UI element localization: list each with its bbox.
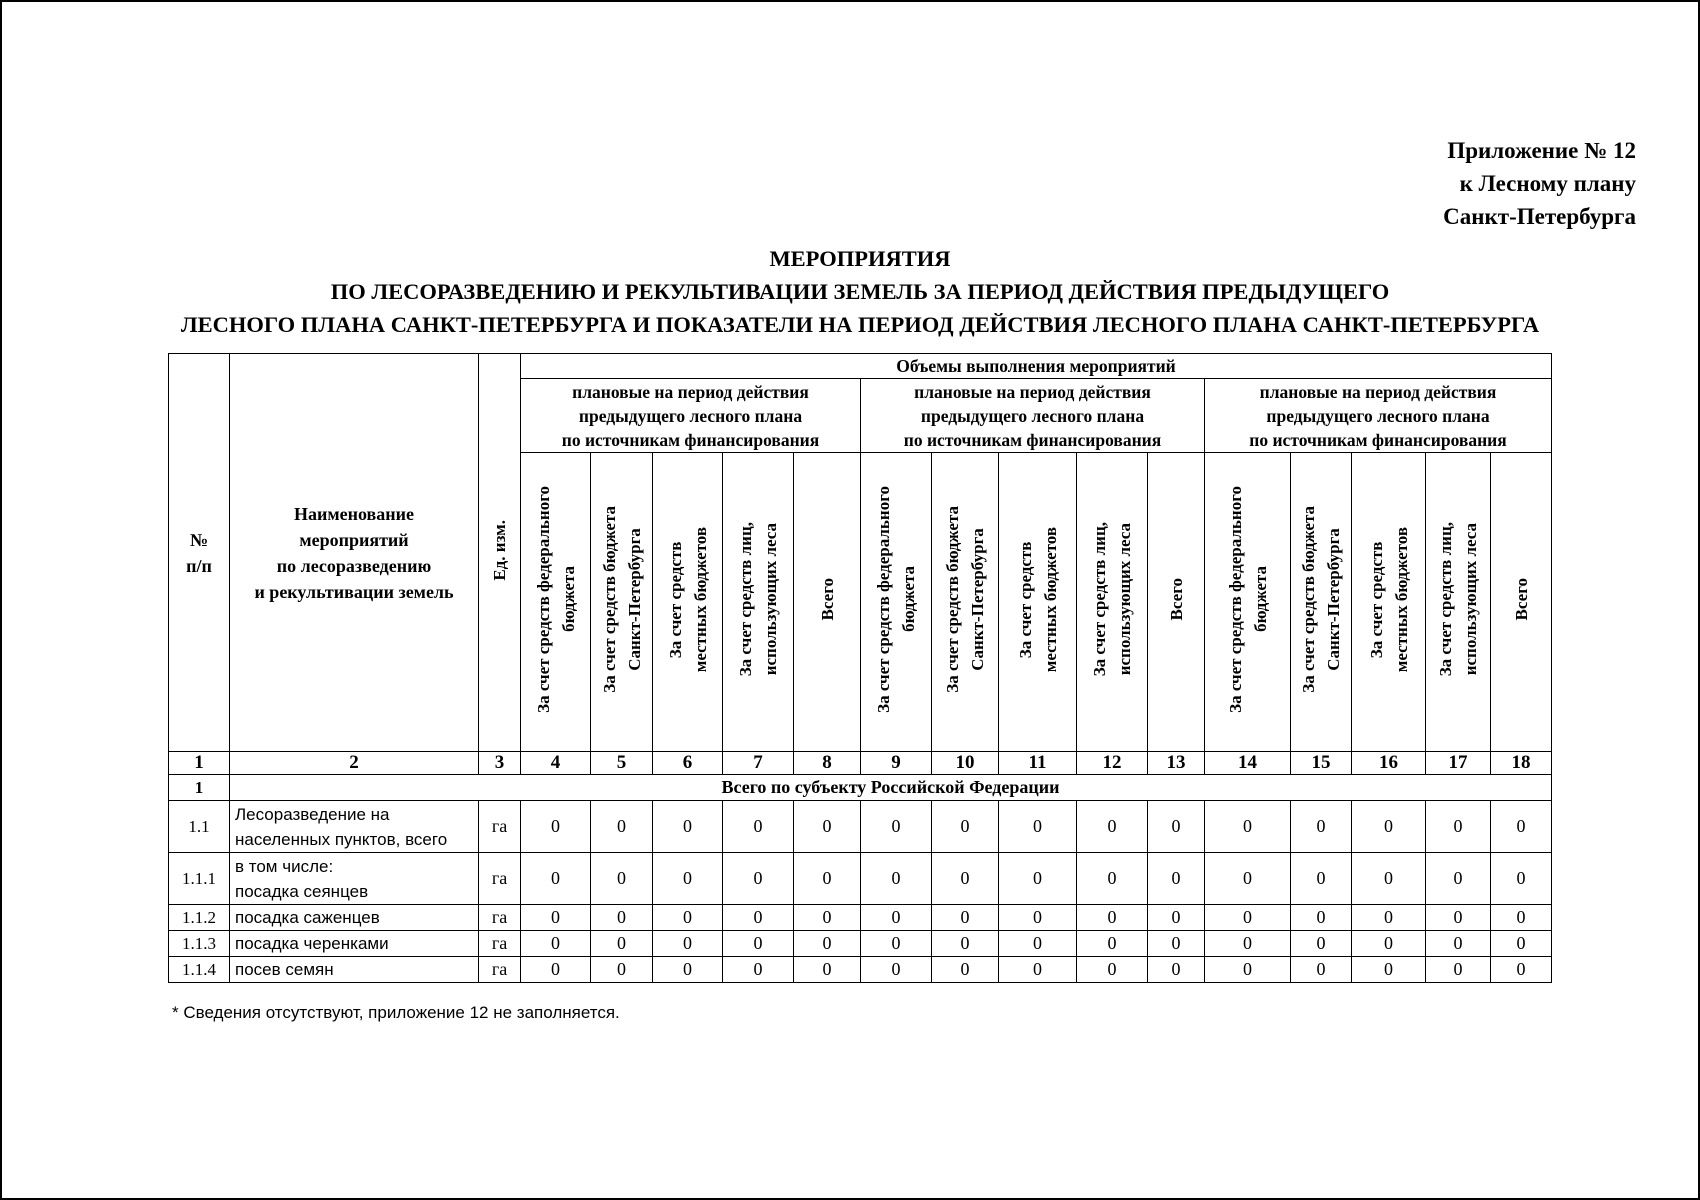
row-value: 0	[932, 853, 999, 905]
row-value: 0	[861, 957, 932, 983]
group-2-line-2: предыдущего лесного плана	[920, 405, 1145, 426]
row-value: 0	[1426, 801, 1491, 853]
footnote: * Сведения отсутствуют, приложение 12 не заполняется.	[172, 1003, 620, 1022]
group-3-line-3: по источникам финансирования	[1249, 429, 1507, 450]
row-value: 0	[1148, 853, 1205, 905]
row-value: 0	[1426, 931, 1491, 957]
appendix-line-1: Приложение № 12	[1447, 138, 1636, 163]
row-value: 0	[653, 801, 723, 853]
column-number: 13	[1148, 752, 1205, 775]
table-row	[169, 853, 1552, 905]
subcol-spb-budget: За счет средств бюджета Санкт-Петербурга	[932, 453, 999, 752]
subcol-federal: За счет средств федерального бюджета	[521, 453, 591, 752]
row-value: 0	[999, 931, 1077, 957]
row-value: 0	[794, 801, 861, 853]
row-index: 1.1.1	[169, 853, 230, 905]
row-value: 0	[521, 931, 591, 957]
row-value: 0	[794, 853, 861, 905]
row-value: 0	[1426, 853, 1491, 905]
column-number: 18	[1491, 752, 1552, 775]
subcol-federal: За счет средств федерального бюджета	[1205, 453, 1291, 752]
column-number: 12	[1077, 752, 1148, 775]
row-value: 0	[653, 957, 723, 983]
column-number: 15	[1291, 752, 1352, 775]
column-number: 14	[1205, 752, 1291, 775]
row-value: 0	[653, 931, 723, 957]
row-value: 0	[794, 957, 861, 983]
appendix-line-3: Санкт-Петербурга	[1443, 204, 1636, 229]
row-value: 0	[723, 957, 794, 983]
row-unit: га	[479, 905, 521, 931]
row-value: 0	[999, 957, 1077, 983]
appendix-line-2: к Лесному плану	[1459, 171, 1636, 196]
column-number: 2	[230, 752, 479, 775]
row-unit: га	[479, 957, 521, 983]
appendix-header	[1443, 134, 1636, 233]
row-value: 0	[1148, 957, 1205, 983]
row-value: 0	[1148, 905, 1205, 931]
row-value: 0	[794, 931, 861, 957]
document-title	[40, 242, 1680, 341]
subcol-federal: За счет средств федерального бюджета	[861, 453, 932, 752]
row-value: 0	[1352, 801, 1426, 853]
row-value: 0	[1077, 957, 1148, 983]
row-value: 0	[723, 931, 794, 957]
row-value: 0	[1077, 931, 1148, 957]
subcol-total: Всего	[794, 453, 861, 752]
row-value: 0	[861, 931, 932, 957]
row-name: посев семян	[230, 957, 479, 983]
subcol-forest-users: За счет средств лиц, использующих леса	[1077, 453, 1148, 752]
column-number: 17	[1426, 752, 1491, 775]
group-3-line-2: предыдущего лесного плана	[1266, 405, 1490, 426]
row-value: 0	[521, 801, 591, 853]
group-2-line-3: по источникам финансирования	[903, 429, 1162, 450]
row-unit: га	[479, 801, 521, 853]
group-header-2	[861, 379, 1205, 453]
column-number-row	[169, 752, 1552, 775]
row-value: 0	[1291, 957, 1352, 983]
row-value: 0	[1205, 853, 1291, 905]
row-value: 0	[591, 905, 653, 931]
row-value: 0	[932, 957, 999, 983]
row-value: 0	[932, 931, 999, 957]
row-value: 0	[1205, 905, 1291, 931]
section-title: Всего по субъекту Российской Федерации	[230, 775, 1552, 801]
row-value: 0	[591, 957, 653, 983]
row-value: 0	[1352, 905, 1426, 931]
column-number: 9	[861, 752, 932, 775]
row-value: 0	[1205, 957, 1291, 983]
row-index: 1.1.3	[169, 931, 230, 957]
row-value: 0	[1205, 931, 1291, 957]
row-value: 0	[999, 801, 1077, 853]
row-value: 0	[521, 905, 591, 931]
row-value: 0	[591, 931, 653, 957]
row-value: 0	[1077, 801, 1148, 853]
row-name: посадка саженцев	[230, 905, 479, 931]
table-row	[169, 905, 1552, 931]
section-index: 1	[169, 775, 230, 801]
row-value: 0	[591, 853, 653, 905]
row-value: 0	[1077, 853, 1148, 905]
row-value: 0	[1205, 801, 1291, 853]
subcol-spb-budget: За счет средств бюджета Санкт-Петербурга	[591, 453, 653, 752]
column-number: 11	[999, 752, 1077, 775]
column-number: 4	[521, 752, 591, 775]
data-rows	[169, 801, 1552, 983]
table-row	[169, 801, 1552, 853]
subcol-forest-users: За счет средств лиц, использующих леса	[723, 453, 794, 752]
column-number: 7	[723, 752, 794, 775]
row-value: 0	[653, 853, 723, 905]
row-value: 0	[1491, 957, 1552, 983]
title-line-2: ПО ЛЕСОРАЗВЕДЕНИЮ И РЕКУЛЬТИВАЦИИ ЗЕМЕЛЬ ЗА ПЕРИОД ДЕЙСТВИЯ ПРЕДЫДУЩЕГО	[330, 279, 1390, 304]
row-value: 0	[723, 905, 794, 931]
row-value: 0	[1491, 905, 1552, 931]
row-index: 1.1.2	[169, 905, 230, 931]
header-unit-cell	[479, 354, 521, 752]
header-name-cell	[230, 354, 479, 752]
header-num: № п/п	[186, 529, 212, 576]
title-line-3: ЛЕСНОГО ПЛАНА САНКТ-ПЕТЕРБУРГА И ПОКАЗАТЕЛИ НА ПЕРИОД ДЕЙСТВИЯ ЛЕСНОГО ПЛАНА САНКТ-ПЕТЕРБУРГА	[180, 312, 1540, 337]
row-unit: га	[479, 931, 521, 957]
row-name: в том числе: посадка сеянцев	[230, 853, 479, 905]
row-value: 0	[861, 905, 932, 931]
row-value: 0	[932, 905, 999, 931]
row-value: 0	[794, 905, 861, 931]
row-value: 0	[1148, 801, 1205, 853]
header-name: Наименование мероприятий по лесоразведению и рекультивации земель	[254, 503, 454, 602]
row-value: 0	[723, 853, 794, 905]
header-unit: Ед. изм.	[490, 519, 509, 581]
row-value: 0	[861, 853, 932, 905]
subcol-local: За счет средств местных бюджетов	[999, 453, 1077, 752]
header-num-cell	[169, 354, 230, 752]
row-index: 1.1	[169, 801, 230, 853]
row-value: 0	[932, 801, 999, 853]
row-value: 0	[1148, 931, 1205, 957]
subcol-forest-users: За счет средств лиц, использующих леса	[1426, 453, 1491, 752]
row-value: 0	[521, 957, 591, 983]
column-number: 10	[932, 752, 999, 775]
row-value: 0	[999, 905, 1077, 931]
row-value: 0	[1077, 905, 1148, 931]
group-header-3	[1205, 379, 1552, 453]
volumes-header: Объемы выполнения мероприятий	[521, 354, 1552, 379]
subcol-local: За счет средств местных бюджетов	[1352, 453, 1426, 752]
subcol-spb-budget: За счет средств бюджета Санкт-Петербурга	[1291, 453, 1352, 752]
row-value: 0	[999, 853, 1077, 905]
table-row	[169, 931, 1552, 957]
row-value: 0	[591, 801, 653, 853]
row-value: 0	[1291, 801, 1352, 853]
column-number: 6	[653, 752, 723, 775]
group-1-line-2: предыдущего лесного плана	[578, 405, 803, 426]
row-value: 0	[1426, 905, 1491, 931]
group-header-1	[521, 379, 861, 453]
column-number: 16	[1352, 752, 1426, 775]
subcol-total: Всего	[1148, 453, 1205, 752]
column-number: 8	[794, 752, 861, 775]
subcol-total: Всего	[1491, 453, 1552, 752]
row-unit: га	[479, 853, 521, 905]
title-line-1: МЕРОПРИЯТИЯ	[769, 246, 951, 271]
row-value: 0	[1491, 853, 1552, 905]
column-number: 3	[479, 752, 521, 775]
row-value: 0	[1352, 931, 1426, 957]
row-value: 0	[1291, 931, 1352, 957]
row-value: 0	[1291, 905, 1352, 931]
row-value: 0	[1352, 853, 1426, 905]
row-value: 0	[723, 801, 794, 853]
subcol-local: За счет средств местных бюджетов	[653, 453, 723, 752]
row-name: посадка черенками	[230, 931, 479, 957]
row-value: 0	[1352, 957, 1426, 983]
row-name: Лесоразведение на населенных пунктов, всего	[230, 801, 479, 853]
row-index: 1.1.4	[169, 957, 230, 983]
row-value: 0	[1491, 931, 1552, 957]
row-value: 0	[861, 801, 932, 853]
row-value: 0	[1491, 801, 1552, 853]
row-value: 0	[521, 853, 591, 905]
section-row	[169, 775, 1552, 801]
row-value: 0	[1291, 853, 1352, 905]
group-1-line-1: плановые на период действия	[572, 381, 809, 402]
group-1-line-3: по источникам финансирования	[561, 429, 820, 450]
group-2-line-1: плановые на период действия	[914, 381, 1151, 402]
table-row	[169, 957, 1552, 983]
row-value: 0	[653, 905, 723, 931]
group-3-line-1: плановые на период действия	[1259, 381, 1497, 402]
row-value: 0	[1426, 957, 1491, 983]
column-number: 5	[591, 752, 653, 775]
activities-table	[168, 353, 1552, 983]
column-number: 1	[169, 752, 230, 775]
